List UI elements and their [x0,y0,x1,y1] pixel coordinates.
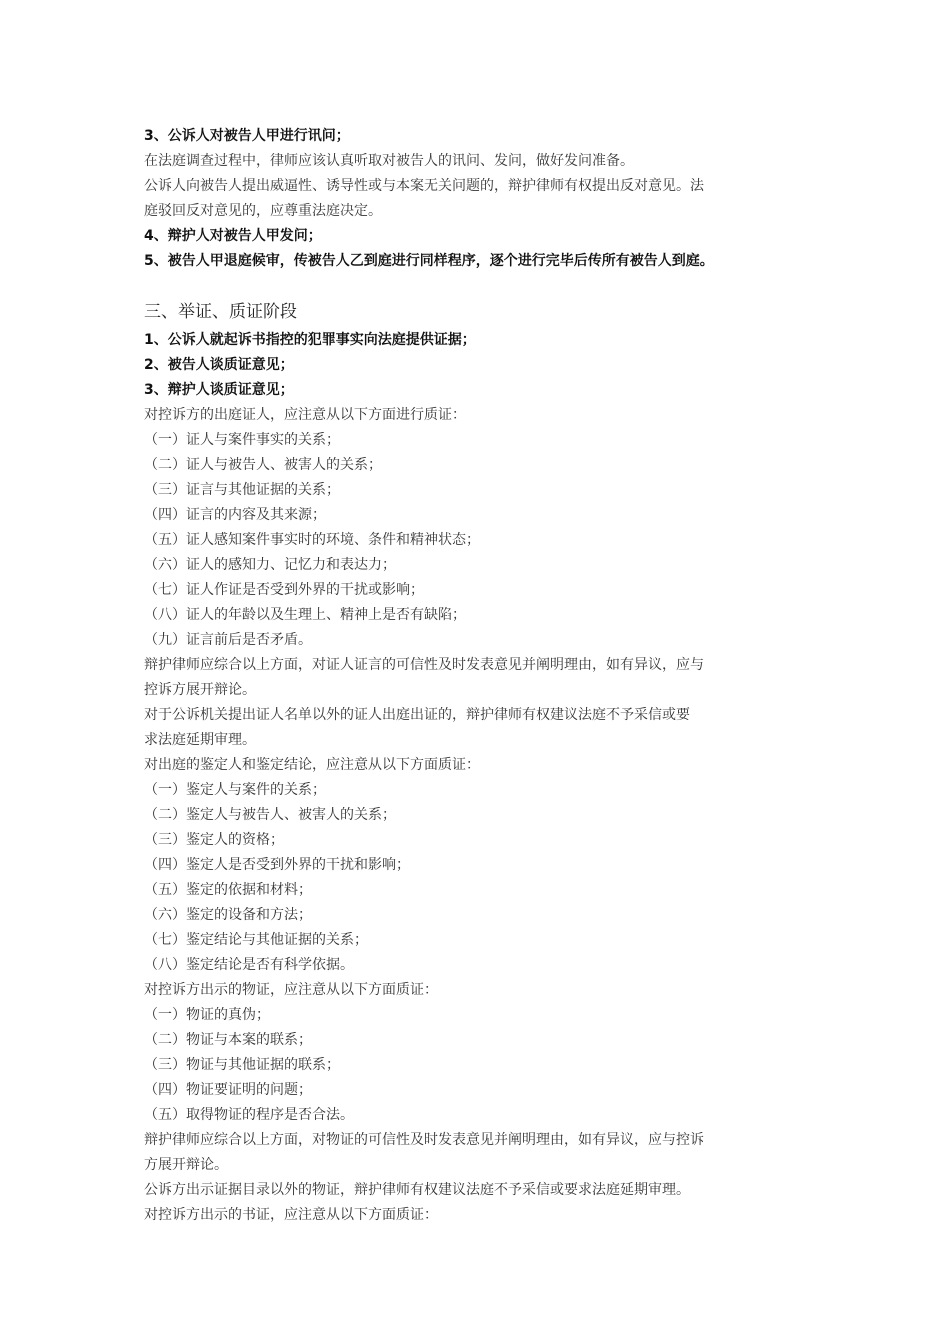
witness-point: （五）证人感知案件事实时的环境、条件和精神状态； [144,532,480,548]
section-heading-evidence-stage: 三、举证、质证阶段 [144,302,297,322]
witness-point: （一）证人与案件事实的关系； [144,432,340,448]
paragraph-objection-line-2: 庭驳回反对意见的，应尊重法庭决定。 [144,203,382,219]
physical-point: （三）物证与其他证据的联系； [144,1057,340,1073]
expert-point: （四）鉴定人是否受到外界的干扰和影响； [144,857,410,873]
item-1-prosecutor-evidence-title: 1、公诉人就起诉书指控的犯罪事实向法庭提供证据； [144,332,476,348]
expert-points-list [144,778,814,978]
physical-evidence-intro: 对控诉方出示的物证，应注意从以下方面质证： [144,982,438,998]
item-3-defender-opinion-title: 3、辩护人谈质证意见； [144,382,294,398]
witness-point: （九）证言前后是否矛盾。 [144,632,312,648]
expert-point: （一）鉴定人与案件的关系； [144,782,326,798]
physical-summary-line-2: 方展开辩论。 [144,1157,228,1173]
item-5-defendant-withdraw-title: 5、被告人甲退庭候审，传被告人乙到庭进行同样程序，逐个进行完毕后传所有被告人到庭。 [144,253,714,269]
expert-point: （七）鉴定结论与其他证据的关系； [144,932,368,948]
physical-point: （二）物证与本案的联系； [144,1032,312,1048]
extra-physical-evidence: 公诉方出示证据目录以外的物证，辩护律师有权建议法庭不予采信或要求法庭延期审理。 [144,1182,690,1198]
expert-intro: 对出庭的鉴定人和鉴定结论，应注意从以下方面质证： [144,757,480,773]
expert-point: （八）鉴定结论是否有科学依据。 [144,957,354,973]
extra-witness-line-2: 求法庭延期审理。 [144,732,256,748]
witness-summary-line-1: 辩护律师应综合以上方面，对证人证言的可信性及时发表意见并阐明理由，如有异议，应与 [144,657,704,673]
expert-point: （三）鉴定人的资格； [144,832,284,848]
witness-point: （七）证人作证是否受到外界的干扰或影响； [144,582,424,598]
paragraph-court-investigation: 在法庭调查过程中，律师应该认真听取对被告人的讯问、发问，做好发问准备。 [144,153,634,169]
witness-point: （八）证人的年龄以及生理上、精神上是否有缺陷； [144,607,466,623]
physical-point: （一）物证的真伪； [144,1007,270,1023]
extra-witness-line-1: 对于公诉机关提出证人名单以外的证人出庭出证的，辩护律师有权建议法庭不予采信或要 [144,707,690,723]
paragraph-objection-line-1: 公诉人向被告人提出威逼性、诱导性或与本案无关问题的，辩护律师有权提出反对意见。法 [144,178,704,194]
expert-point: （二）鉴定人与被告人、被害人的关系； [144,807,396,823]
expert-point: （六）鉴定的设备和方法； [144,907,312,923]
witness-point: （二）证人与被告人、被害人的关系； [144,457,382,473]
witness-intro: 对控诉方的出庭证人，应注意从以下方面进行质证： [144,407,466,423]
witness-point: （三）证言与其他证据的关系； [144,482,340,498]
item-4-defense-questioning-title: 4、辩护人对被告人甲发问； [144,228,322,244]
witness-points-list [144,428,814,653]
witness-summary-line-2: 控诉方展开辩论。 [144,682,256,698]
item-2-defendant-opinion-title: 2、被告人谈质证意见； [144,357,294,373]
physical-point: （四）物证要证明的问题； [144,1082,312,1098]
physical-summary-line-1: 辩护律师应综合以上方面，对物证的可信性及时发表意见并阐明理由，如有异议，应与控诉 [144,1132,704,1148]
physical-point: （五）取得物证的程序是否合法。 [144,1107,354,1123]
witness-point: （六）证人的感知力、记忆力和表达力； [144,557,396,573]
physical-points-list [144,1003,814,1128]
document-page [144,124,814,1228]
item-3-interrogation-title: 3、公诉人对被告人甲进行讯问； [144,128,350,144]
witness-point: （四）证言的内容及其来源； [144,507,326,523]
documentary-evidence-intro: 对控诉方出示的书证，应注意从以下方面质证： [144,1207,438,1223]
expert-point: （五）鉴定的依据和材料； [144,882,312,898]
